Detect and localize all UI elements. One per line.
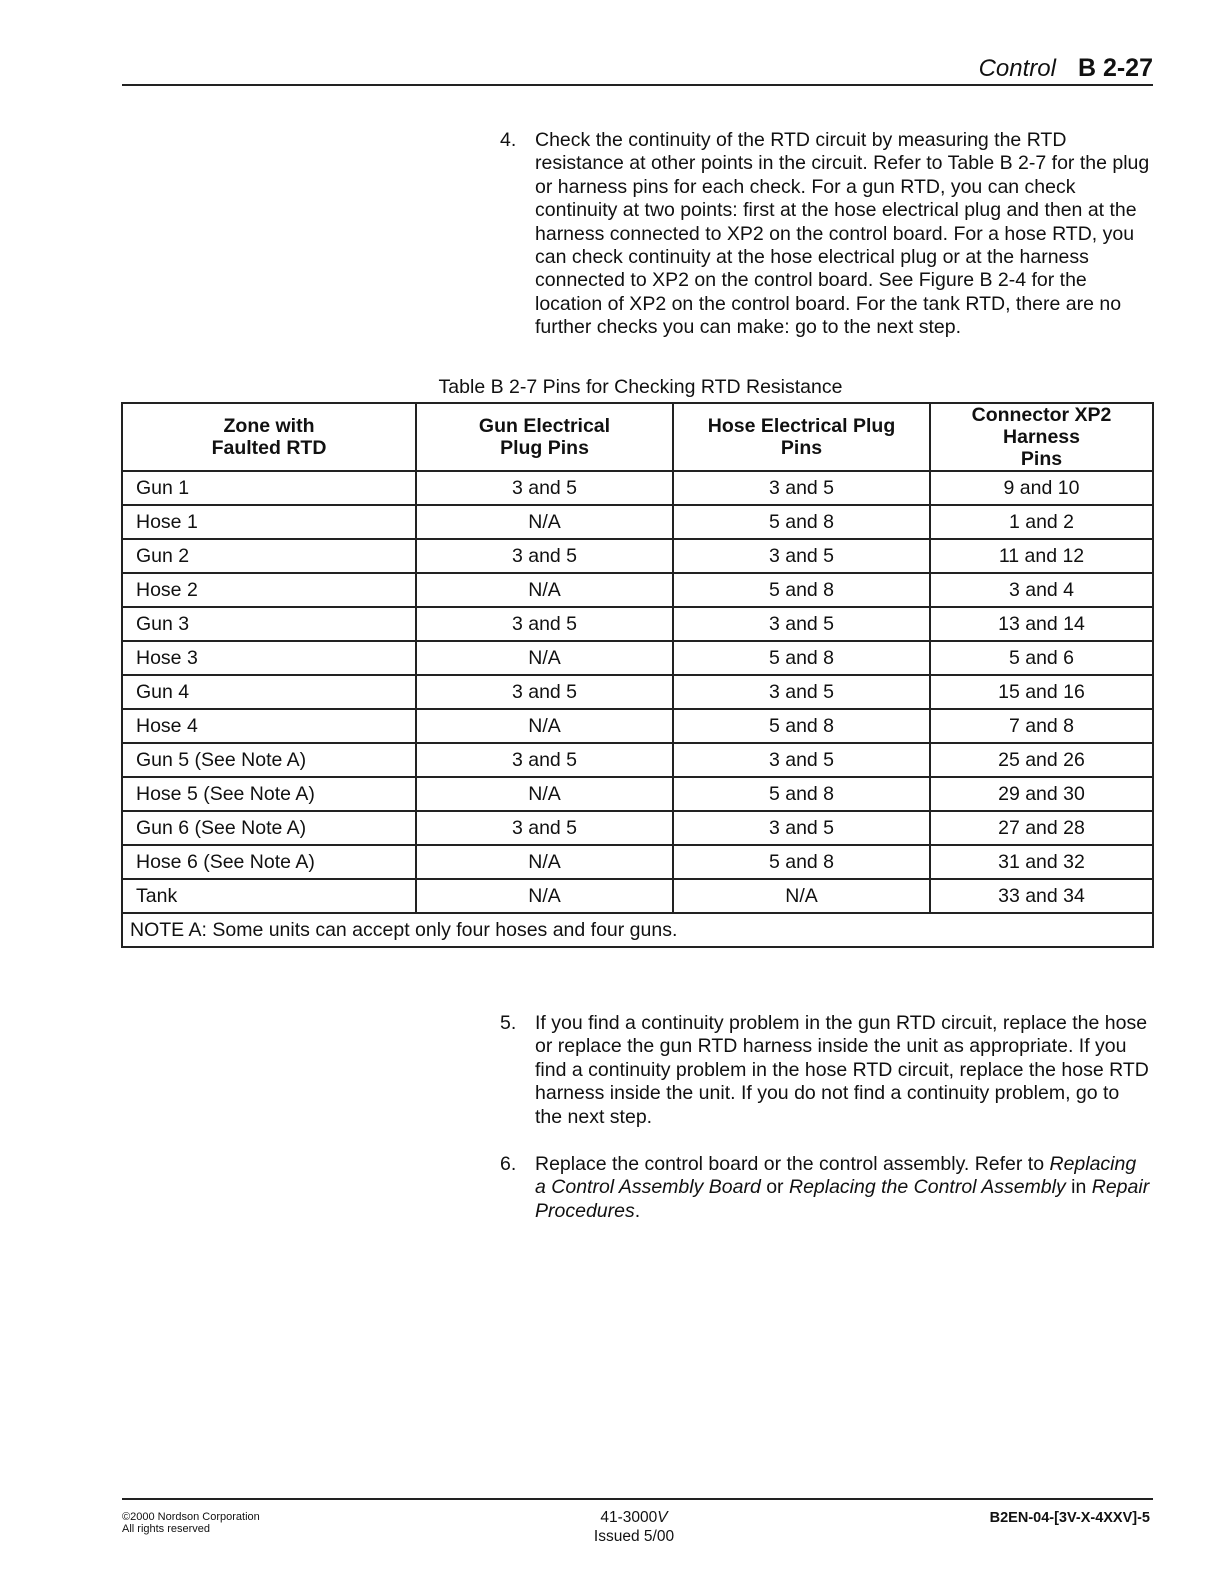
table-cell: N/A (416, 845, 673, 879)
table-cell: Hose 3 (122, 641, 416, 675)
table-cell: 13 and 14 (930, 607, 1153, 641)
table-cell: N/A (416, 505, 673, 539)
table-cell: Gun 6 (See Note A) (122, 811, 416, 845)
table-cell: 27 and 28 (930, 811, 1153, 845)
table-cell: N/A (416, 641, 673, 675)
table-cell: 33 and 34 (930, 879, 1153, 913)
table-cell: 5 and 8 (673, 777, 930, 811)
step-number: 4. (500, 129, 517, 151)
table-cell: 3 and 5 (416, 471, 673, 505)
table-row (122, 641, 1153, 675)
table-cell: 3 and 5 (673, 471, 930, 505)
step-5 (500, 1012, 1150, 1129)
table-header-row (122, 403, 1153, 471)
table-cell: 5 and 6 (930, 641, 1153, 675)
table-cell: 5 and 8 (673, 641, 930, 675)
table-cell: 3 and 5 (416, 811, 673, 845)
step-text: If you find a continuity problem in the gun RTD circuit, replace the hose or replace the gun RTD harness inside the unit as appropriate. If you find a continuity problem in the hose RTD circuit, replace the hose RTD harness inside the unit. If you do not find a continuity problem, go to the next step. (535, 1012, 1149, 1128)
table-row (122, 777, 1153, 811)
table-cell: Gun 3 (122, 607, 416, 641)
table-cell: 3 and 4 (930, 573, 1153, 607)
rtd-pins-table (121, 402, 1154, 948)
table-cell: Hose 1 (122, 505, 416, 539)
table-cell: 31 and 32 (930, 845, 1153, 879)
table-cell: 3 and 5 (416, 539, 673, 573)
table-caption: Table B 2-7 Pins for Checking RTD Resistance (438, 376, 843, 398)
table-cell: Hose 2 (122, 573, 416, 607)
table-cell: 1 and 2 (930, 505, 1153, 539)
table-cell: Gun 5 (See Note A) (122, 743, 416, 777)
table-row (122, 471, 1153, 505)
table-cell: 29 and 30 (930, 777, 1153, 811)
table-cell: 7 and 8 (930, 709, 1153, 743)
table-row (122, 879, 1153, 913)
column-header-xp2-harness: Connector XP2 Harness Pins (930, 403, 1153, 471)
table-cell: 5 and 8 (673, 505, 930, 539)
table-cell: 3 and 5 (416, 743, 673, 777)
table-cell: 5 and 8 (673, 845, 930, 879)
table-cell: Gun 2 (122, 539, 416, 573)
footer-doc-number: 41-3000V Issued 5/00 (593, 1509, 675, 1545)
reference-link: Replacing the Control Assembly (788, 1176, 1066, 1199)
table-note-row (122, 913, 1153, 947)
table-cell: Hose 6 (See Note A) (122, 845, 416, 879)
table-row (122, 607, 1153, 641)
table-row (122, 709, 1153, 743)
table-cell: Hose 5 (See Note A) (122, 777, 416, 811)
table-row (122, 845, 1153, 879)
table-cell: 11 and 12 (930, 539, 1153, 573)
footer-doc-code: B2EN-04-[3V-X-4XXV]-5 (989, 1510, 1150, 1526)
step-number: 6. (500, 1153, 517, 1175)
table-cell: 3 and 5 (673, 743, 930, 777)
table-cell: 3 and 5 (673, 811, 930, 845)
table-cell: 5 and 8 (673, 573, 930, 607)
table-cell: 3 and 5 (416, 675, 673, 709)
footer-copyright: ©2000 Nordson Corporation All rights reserved (122, 1511, 260, 1535)
column-header-zone: Zone with Faulted RTD (122, 403, 416, 471)
table-cell: 3 and 5 (673, 607, 930, 641)
section-title: Control (978, 55, 1056, 82)
table-note: NOTE A: Some units can accept only four hoses and four guns. (122, 913, 1153, 947)
table-cell: 5 and 8 (673, 709, 930, 743)
table-cell: 25 and 26 (930, 743, 1153, 777)
step-number: 5. (500, 1012, 517, 1034)
table-cell: N/A (416, 573, 673, 607)
table-row (122, 675, 1153, 709)
table-cell: Hose 4 (122, 709, 416, 743)
table-cell: 3 and 5 (673, 539, 930, 573)
page-header (979, 54, 1153, 83)
header-rule (122, 84, 1153, 86)
column-header-hose-plug: Hose Electrical Plug Pins (673, 403, 930, 471)
table-cell: N/A (416, 777, 673, 811)
table-row (122, 539, 1153, 573)
step-text: Check the continuity of the RTD circuit by measuring the RTD resistance at other points in the circuit. Refer to Table B 2-7 for the plug or harness pins for each check. For a gun RTD, you can check continuity at two points: first at the hose electrical plug and then at the harness connected to XP2 on the control board. For a hose RTD, you can check continuity at the hose electrical plug or at the harness connected to XP2 on the control board. See Figure B 2-4 for the location of XP2 on the control board. For the tank RTD, there are no further checks you can make: go to the next step. (535, 129, 1150, 339)
table-cell: N/A (416, 709, 673, 743)
step-6 (500, 1153, 1150, 1223)
table-cell: N/A (416, 879, 673, 913)
table-cell: 3 and 5 (416, 607, 673, 641)
table-row (122, 505, 1153, 539)
page-number: B 2-27 (1077, 54, 1153, 82)
table-cell: Gun 4 (122, 675, 416, 709)
step-text: Replace the control board or the control assembly. Refer to Replacing a Control Assembly Board or Replacing the Control Assembly in Repair Procedures. (535, 1153, 1150, 1222)
column-header-gun-plug: Gun Electrical Plug Pins (416, 403, 673, 471)
table-row (122, 743, 1153, 777)
step-4 (500, 129, 1150, 340)
table-cell: 15 and 16 (930, 675, 1153, 709)
footer-rule (122, 1498, 1153, 1500)
table-cell: 3 and 5 (673, 675, 930, 709)
table-cell: Tank (122, 879, 416, 913)
table-cell: Gun 1 (122, 471, 416, 505)
reference-link: Repair Procedures (535, 1176, 1150, 1222)
table-row (122, 811, 1153, 845)
table-cell: 9 and 10 (930, 471, 1153, 505)
table-cell: N/A (673, 879, 930, 913)
table-row (122, 573, 1153, 607)
reference-link: Replacing a Control Assembly Board (535, 1153, 1137, 1199)
